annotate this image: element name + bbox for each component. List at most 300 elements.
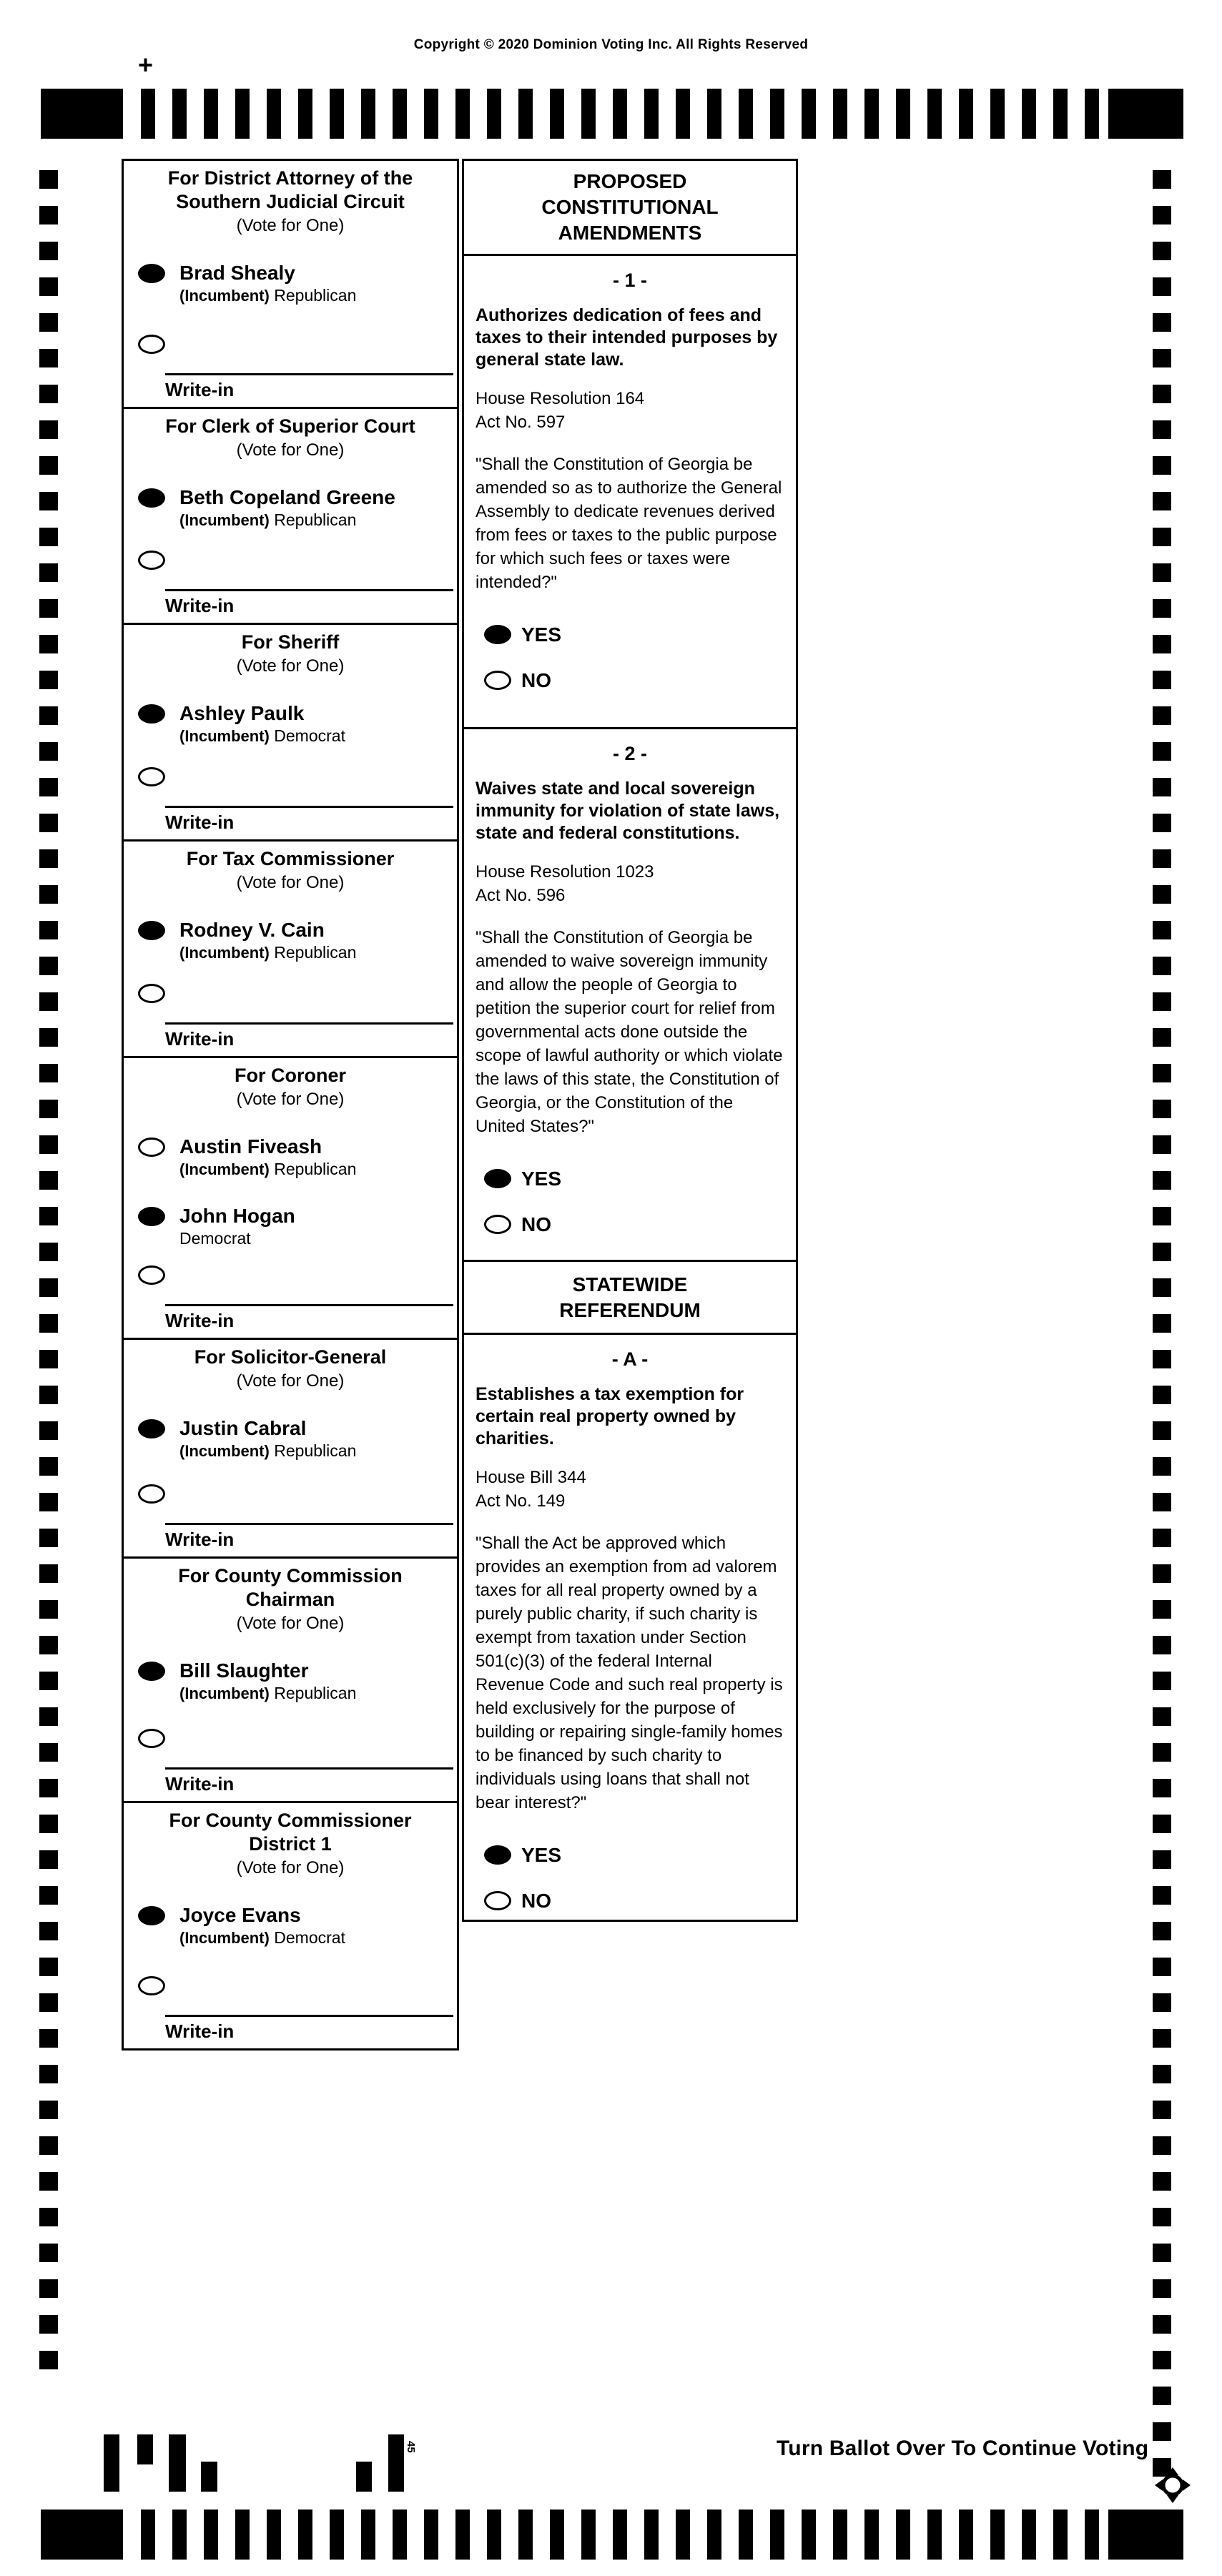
timing-mark — [1153, 1278, 1171, 1297]
timing-mark — [141, 2510, 155, 2560]
contest-box — [122, 1056, 459, 1340]
write-in-line[interactable] — [165, 806, 453, 808]
timing-mark — [770, 89, 784, 139]
timing-mark — [39, 242, 58, 260]
contest-box — [122, 839, 459, 1058]
candidate-party: (Incumbent) Republican — [179, 286, 357, 305]
timing-mark — [707, 2510, 721, 2560]
timing-mark — [1153, 420, 1171, 439]
timing-mark — [833, 89, 847, 139]
vote-for-instruction: (Vote for One) — [236, 1090, 345, 1109]
timing-mark — [864, 89, 879, 139]
timing-mark — [487, 89, 501, 139]
timing-mark — [39, 1064, 58, 1082]
timing-mark — [518, 89, 533, 139]
contest-title — [124, 161, 457, 214]
candidate-option — [124, 1417, 457, 1462]
timing-mark — [39, 385, 58, 403]
contest-title-line: For Tax Commissioner — [186, 848, 395, 869]
timing-mark — [1153, 814, 1171, 832]
measure-choice — [476, 1211, 784, 1240]
timing-mark — [39, 1779, 58, 1797]
timing-mark — [39, 1314, 58, 1333]
contest-title-line: For Solicitor-General — [194, 1346, 387, 1368]
timing-mark — [39, 706, 58, 725]
write-in-oval[interactable] — [138, 984, 165, 1003]
contest-box — [122, 159, 459, 409]
timing-mark — [1153, 635, 1171, 653]
measure-authority — [476, 387, 784, 434]
choice-label: NO — [521, 1213, 551, 1235]
timing-mark — [802, 89, 816, 139]
write-in-oval[interactable] — [138, 1484, 165, 1504]
timing-mark — [330, 89, 344, 139]
timing-mark — [1153, 1815, 1171, 1833]
timing-mark — [1153, 2244, 1171, 2262]
contest-title-line: For County Commissioner — [169, 1810, 412, 1831]
write-in-label: Write-in — [165, 1310, 235, 1331]
candidate-party: (Incumbent) Republican — [179, 1160, 357, 1178]
timing-mark — [39, 921, 58, 939]
timing-mark — [39, 1529, 58, 1547]
timing-mark — [990, 2510, 1005, 2560]
measure-authority-line: Act No. 596 — [476, 886, 566, 905]
timing-mark — [1153, 456, 1171, 475]
timing-mark — [1153, 2279, 1171, 2298]
measure-authority-line: House Resolution 1023 — [476, 862, 654, 882]
timing-mark — [518, 2510, 533, 2560]
timing-mark — [39, 635, 58, 653]
measure-summary: Establishes a tax exemption for certain real property owned by charities. — [476, 1384, 744, 1449]
timing-mark — [298, 89, 312, 139]
timing-mark — [613, 2510, 627, 2560]
timing-mark — [864, 2510, 879, 2560]
timing-mark — [1153, 2315, 1171, 2334]
timing-mark — [1053, 2510, 1068, 2560]
contest-title-line: Chairman — [245, 1589, 335, 1610]
timing-mark — [1153, 2351, 1171, 2369]
timing-mark — [1153, 2101, 1171, 2119]
timing-mark — [455, 89, 470, 139]
candidate-party: Democrat — [179, 1229, 251, 1248]
timing-mark — [1153, 1564, 1171, 1583]
timing-mark — [1022, 2510, 1036, 2560]
timing-mark — [455, 2510, 470, 2560]
timing-mark — [39, 2065, 58, 2083]
timing-mark — [39, 1600, 58, 1619]
choice-label: NO — [521, 669, 551, 691]
timing-mark — [1153, 2136, 1171, 2155]
candidate-oval-filled[interactable] — [138, 264, 165, 283]
timing-mark — [39, 1636, 58, 1654]
timing-mark — [1153, 1243, 1171, 1261]
candidate-oval-filled[interactable] — [138, 488, 165, 508]
timing-mark — [676, 2510, 690, 2560]
timing-mark — [802, 2510, 816, 2560]
timing-mark — [1153, 992, 1171, 1011]
timing-mark — [1153, 2208, 1171, 2226]
contest-title-line: For District Attorney of the — [167, 167, 413, 189]
timing-mark — [267, 89, 281, 139]
timing-mark — [1153, 921, 1171, 939]
timing-mark — [707, 89, 721, 139]
timing-mark — [1153, 1886, 1171, 1905]
timing-mark — [1153, 1707, 1171, 1726]
measure-authority-line: House Bill 344 — [476, 1468, 586, 1487]
write-in-oval[interactable] — [138, 767, 165, 786]
write-in-line[interactable] — [165, 373, 453, 375]
write-in-label: Write-in — [165, 379, 235, 400]
timing-mark — [1153, 1064, 1171, 1082]
timing-mark — [1153, 170, 1171, 189]
write-in-oval[interactable] — [138, 335, 165, 354]
candidate-option — [124, 262, 457, 307]
write-in-oval[interactable] — [138, 1265, 165, 1285]
timing-mark — [959, 89, 973, 139]
timing-mark — [204, 89, 218, 139]
vote-for-instruction: (Vote for One) — [236, 1858, 345, 1877]
no-oval-empty[interactable] — [484, 1215, 511, 1234]
timing-mark — [1153, 242, 1171, 260]
candidate-option — [124, 1659, 457, 1704]
measures-section-header — [462, 159, 798, 256]
stub-bar — [388, 2434, 404, 2492]
candidate-name: Bill Slaughter — [179, 1659, 309, 1682]
stub-bar — [104, 2434, 119, 2492]
timing-mark — [361, 89, 375, 139]
write-in-line[interactable] — [165, 1022, 453, 1025]
write-in-label: Write-in — [165, 811, 235, 833]
contest-title-line: For Coroner — [234, 1065, 346, 1086]
timing-mark — [1085, 2510, 1099, 2560]
timing-mark — [39, 814, 58, 832]
choice-label: YES — [521, 1168, 562, 1190]
candidate-name: Austin Fiveash — [179, 1135, 322, 1158]
timing-mark — [39, 957, 58, 975]
timing-mark — [1153, 1207, 1171, 1225]
timing-mark — [1153, 563, 1171, 582]
measure-choice — [476, 1842, 784, 1870]
measure-box — [462, 727, 798, 1262]
candidate-oval-filled[interactable] — [138, 921, 165, 940]
timing-mark — [39, 313, 58, 332]
timing-mark — [1153, 1028, 1171, 1047]
candidate-party: (Incumbent) Democrat — [179, 1928, 345, 1947]
contest-title — [124, 1340, 457, 1369]
candidate-oval-filled[interactable] — [138, 704, 165, 724]
timing-mark — [393, 2510, 407, 2560]
timing-mark — [896, 89, 910, 139]
timing-mark — [581, 89, 596, 139]
measures-section-header — [462, 1260, 798, 1335]
timing-mark — [644, 2510, 659, 2560]
timing-block — [41, 2510, 123, 2560]
timing-mark — [39, 599, 58, 618]
timing-mark — [1153, 385, 1171, 403]
timing-mark — [959, 2510, 973, 2560]
candidate-oval-filled[interactable] — [138, 1207, 165, 1226]
timing-mark — [1153, 277, 1171, 296]
section-header-line: REFERENDUM — [559, 1298, 701, 1321]
write-in-oval[interactable] — [138, 1976, 165, 1995]
timing-mark — [1153, 349, 1171, 367]
write-in-label: Write-in — [165, 1773, 235, 1795]
timing-mark — [927, 2510, 942, 2560]
timing-mark — [141, 89, 155, 139]
timing-mark — [1153, 1672, 1171, 1690]
timing-mark — [39, 1672, 58, 1690]
timing-mark — [550, 89, 564, 139]
timing-mark — [172, 2510, 187, 2560]
candidate-oval-empty[interactable] — [138, 1138, 165, 1157]
timing-mark — [39, 849, 58, 868]
candidate-option — [124, 1904, 457, 1949]
write-in-label: Write-in — [165, 1028, 235, 1050]
section-header-line: STATEWIDE — [572, 1273, 688, 1296]
timing-mark — [39, 1815, 58, 1833]
timing-mark — [39, 2101, 58, 2119]
candidate-party: (Incumbent) Democrat — [179, 726, 345, 745]
contest-box — [122, 623, 459, 842]
measure-question: "Shall the Constitution of Georgia be amended so as to authorize the General Assembly to dedicate revenues derived from fees or taxes to the public purpose for which such fees or taxes were intended?" — [476, 455, 782, 592]
candidate-oval-filled[interactable] — [138, 1662, 165, 1681]
contest-box — [122, 1338, 459, 1559]
timing-mark — [1153, 206, 1171, 224]
candidate-party: (Incumbent) Republican — [179, 943, 357, 962]
contest-title-line: For Sheriff — [241, 631, 340, 653]
timing-mark — [39, 528, 58, 546]
measure-authority — [476, 860, 784, 907]
candidate-name: Brad Shealy — [179, 262, 295, 284]
timing-mark — [39, 349, 58, 367]
timing-mark — [39, 671, 58, 689]
timing-mark — [990, 89, 1005, 139]
timing-mark — [39, 2279, 58, 2298]
timing-mark — [204, 2510, 218, 2560]
timing-mark — [1153, 528, 1171, 546]
timing-mark — [1153, 313, 1171, 332]
stub-bar — [137, 2434, 153, 2464]
write-in-label: Write-in — [165, 1529, 235, 1550]
write-in-label: Write-in — [165, 595, 235, 616]
timing-mark — [424, 89, 438, 139]
timing-mark — [39, 1493, 58, 1511]
no-oval-empty[interactable] — [484, 1891, 511, 1910]
timing-mark — [330, 2510, 344, 2560]
timing-mark — [393, 89, 407, 139]
choice-label: YES — [521, 1844, 562, 1866]
timing-mark — [581, 2510, 596, 2560]
timing-mark — [1153, 1993, 1171, 2012]
timing-mark — [1153, 885, 1171, 904]
measure-question: "Shall the Act be approved which provides an exemption from ad valorem taxes for all real property owned by a purely public charity, if such charity is exempt from taxation under Section 501(c)(3) of the federal Internal Revenue Code and such real property is held exclusively for the purpose of building or repairing single-family homes to be financed by such charity to individuals using loans that shall not bear interest?" — [476, 1534, 783, 1812]
candidate-option — [124, 1205, 457, 1249]
measure-authority-line: Act No. 149 — [476, 1491, 566, 1511]
contest-title — [124, 842, 457, 871]
yes-oval-filled[interactable] — [484, 1169, 511, 1188]
write-in-oval[interactable] — [138, 1729, 165, 1748]
timing-mark — [1153, 1779, 1171, 1797]
write-in-line[interactable] — [165, 589, 453, 591]
timing-mark — [39, 2208, 58, 2226]
contest-title-line: For County Commission — [178, 1565, 403, 1586]
timing-mark — [1153, 1171, 1171, 1190]
timing-block — [1108, 2510, 1183, 2560]
stub-bar — [169, 2434, 186, 2492]
timing-mark — [39, 1564, 58, 1583]
vote-for-instruction: (Vote for One) — [236, 873, 345, 892]
timing-mark — [1153, 1600, 1171, 1619]
contest-title-line: Southern Judicial Circuit — [176, 191, 405, 212]
timing-mark — [1153, 1529, 1171, 1547]
measure-choice — [476, 1887, 784, 1916]
timing-mark — [39, 1743, 58, 1762]
timing-mark — [1153, 1850, 1171, 1869]
timing-block — [41, 89, 123, 139]
measure-question: "Shall the Constitution of Georgia be amended to waive sovereign immunity and allow the people of Georgia to petition the superior court for relief from governmental acts done outside the scope of lawful authority or which violate the laws of this state, the Constitution of Georgia, or the Constitution of the United States?" — [476, 928, 783, 1136]
candidate-name: Ashley Paulk — [179, 702, 305, 724]
candidate-name: Justin Cabral — [179, 1417, 307, 1439]
measure-choice — [476, 621, 784, 650]
write-in-line[interactable] — [165, 1767, 453, 1770]
timing-mark — [770, 2510, 784, 2560]
timing-mark — [39, 1386, 58, 1404]
timing-mark — [39, 1171, 58, 1190]
timing-block — [1108, 89, 1183, 139]
candidate-option — [124, 919, 457, 964]
measure-choice — [476, 1165, 784, 1194]
candidate-name: John Hogan — [179, 1205, 295, 1227]
measure-summary: Waives state and local sovereign immunity for violation of state laws, state and federal constitutions. — [476, 779, 780, 843]
timing-mark — [39, 1350, 58, 1368]
measure-number: - 1 - — [612, 270, 647, 291]
yes-oval-filled[interactable] — [484, 1845, 511, 1865]
timing-mark — [424, 2510, 438, 2560]
candidate-option — [124, 702, 457, 747]
candidate-name: Joyce Evans — [179, 1904, 301, 1926]
timing-mark — [1153, 1922, 1171, 1940]
timing-mark — [613, 89, 627, 139]
timing-mark — [676, 89, 690, 139]
write-in-line[interactable] — [165, 1304, 453, 1306]
timing-mark — [1153, 2387, 1171, 2405]
timing-mark — [1153, 1636, 1171, 1654]
timing-mark — [1053, 89, 1068, 139]
measure-box — [462, 254, 798, 729]
timing-mark — [1153, 778, 1171, 796]
no-oval-empty[interactable] — [484, 671, 511, 690]
candidate-option — [124, 486, 457, 531]
timing-mark — [39, 1243, 58, 1261]
choice-label: YES — [521, 623, 562, 646]
copyright-text: Copyright © 2020 Dominion Voting Inc. All Rights Reserved — [413, 37, 809, 52]
timing-mark — [1153, 2029, 1171, 2048]
timing-mark — [1022, 89, 1036, 139]
timing-mark — [1153, 742, 1171, 761]
measure-authority-line: Act No. 597 — [476, 413, 566, 432]
timing-mark — [39, 563, 58, 582]
timing-mark — [39, 1993, 58, 2012]
candidate-name: Beth Copeland Greene — [179, 486, 395, 508]
measure-authority — [476, 1466, 784, 1513]
section-header-line: PROPOSED — [573, 170, 687, 192]
yes-oval-filled[interactable] — [484, 625, 511, 644]
timing-mark — [1153, 1958, 1171, 1976]
timing-mark — [235, 2510, 250, 2560]
timing-mark — [1153, 1457, 1171, 1476]
stub-bar — [356, 2462, 372, 2492]
timing-mark — [39, 1278, 58, 1297]
timing-mark — [39, 1958, 58, 1976]
timing-mark — [39, 420, 58, 439]
timing-mark — [39, 1207, 58, 1225]
timing-mark — [39, 2315, 58, 2334]
candidate-oval-filled[interactable] — [138, 1906, 165, 1925]
timing-mark — [39, 742, 58, 761]
timing-mark — [39, 492, 58, 510]
vote-for-instruction: (Vote for One) — [236, 656, 345, 676]
vote-for-instruction: (Vote for One) — [236, 1614, 345, 1633]
vote-for-instruction: (Vote for One) — [236, 440, 345, 460]
timing-mark — [1085, 89, 1099, 139]
timing-mark — [739, 2510, 753, 2560]
registration-compass-icon — [1154, 2467, 1191, 2504]
timing-mark — [39, 2029, 58, 2048]
timing-mark — [644, 89, 659, 139]
choice-label: NO — [521, 1890, 551, 1912]
timing-mark — [39, 206, 58, 224]
timing-mark — [39, 1922, 58, 1940]
write-in-line[interactable] — [165, 2015, 453, 2017]
timing-mark — [39, 2136, 58, 2155]
contest-box — [122, 407, 459, 625]
write-in-oval[interactable] — [138, 551, 165, 570]
timing-mark — [1153, 1743, 1171, 1762]
timing-mark — [1153, 1100, 1171, 1118]
timing-mark — [739, 89, 753, 139]
candidate-option — [124, 1135, 457, 1180]
timing-mark — [896, 2510, 910, 2560]
timing-mark — [39, 1707, 58, 1726]
contest-box — [122, 1556, 459, 1803]
timing-mark — [39, 1135, 58, 1154]
registration-plus-mark: + — [138, 50, 154, 79]
timing-mark — [39, 885, 58, 904]
timing-mark — [267, 2510, 281, 2560]
timing-mark — [39, 456, 58, 475]
contest-title — [124, 1058, 457, 1087]
write-in-line[interactable] — [165, 1523, 453, 1525]
timing-mark — [1153, 1350, 1171, 1368]
timing-mark — [1153, 1135, 1171, 1154]
candidate-name: Rodney V. Cain — [179, 919, 325, 941]
stub-bar — [201, 2462, 217, 2492]
measure-summary: Authorizes dedication of fees and taxes to their intended purposes by general state law. — [476, 305, 778, 370]
contest-title-line: For Clerk of Superior Court — [165, 415, 415, 437]
vote-for-instruction: (Vote for One) — [236, 1371, 345, 1391]
timing-mark — [1153, 706, 1171, 725]
section-header-line: CONSTITUTIONAL — [541, 196, 719, 218]
timing-mark — [833, 2510, 847, 2560]
candidate-oval-filled[interactable] — [138, 1419, 165, 1438]
contest-title-line: District 1 — [249, 1833, 332, 1855]
measure-authority-line: House Resolution 164 — [476, 389, 645, 408]
section-header-line: AMENDMENTS — [558, 222, 702, 244]
turn-ballot-over-text: Turn Ballot Over To Continue Voting — [777, 2437, 1149, 2460]
timing-mark — [1153, 599, 1171, 618]
timing-mark — [1153, 2172, 1171, 2191]
timing-mark — [39, 1100, 58, 1118]
